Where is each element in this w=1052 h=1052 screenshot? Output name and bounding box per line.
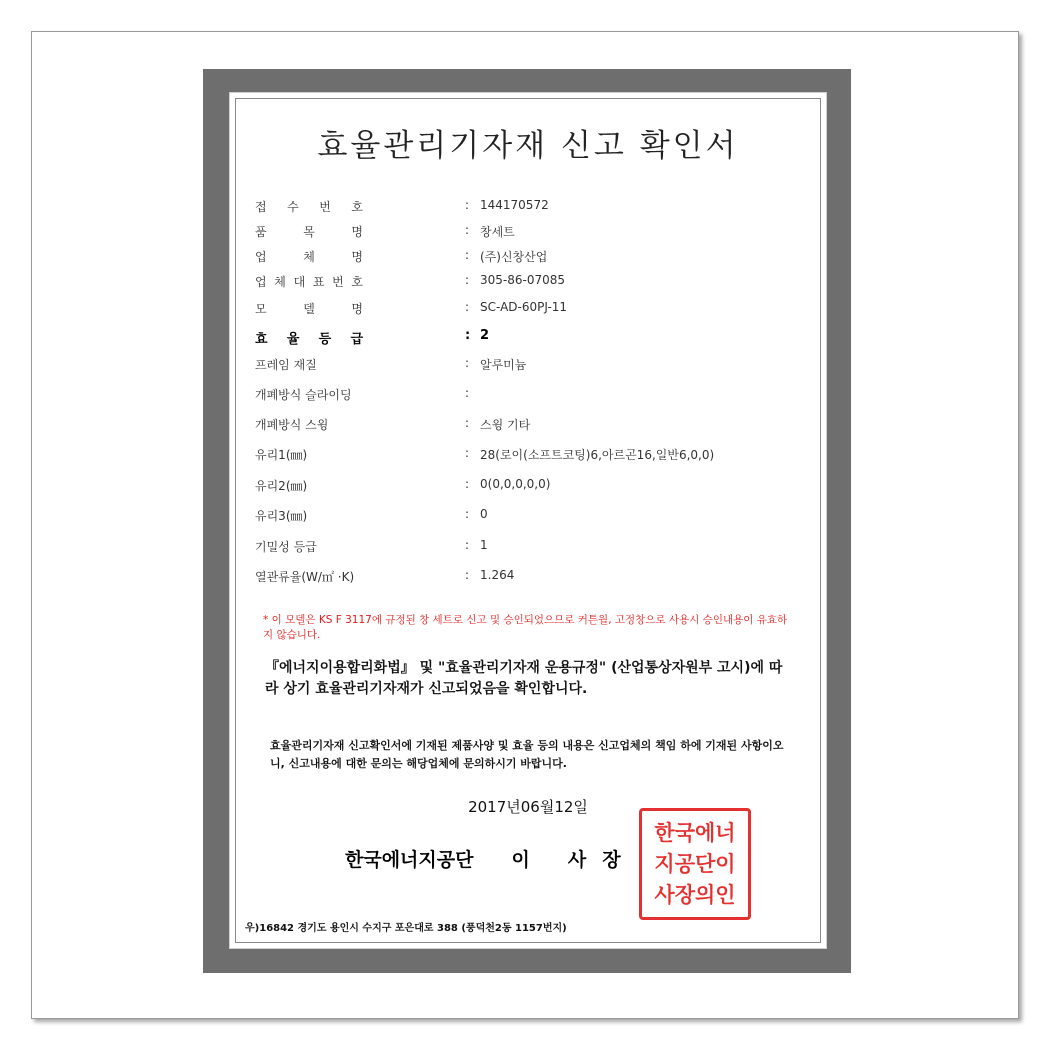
field-colon: : [465,223,470,237]
field-colon: : [465,477,470,491]
field-row [255,507,815,527]
issuer-title-char-3: 장 [602,849,621,871]
field-value: 144170572 [480,198,549,212]
field-label: 기밀성 등급 [255,540,317,554]
field-label: 유리1(㎜) [255,448,308,462]
issuer-title-char-2: 사 [567,849,587,871]
field-label: 효 율 등 급 [255,332,363,347]
field-label: 열관류율(W/㎡ ·K) [255,570,355,584]
field-colon: : [465,568,470,582]
field-colon: : [465,273,470,287]
field-colon: : [465,328,471,343]
field-row [255,223,815,243]
seal-line: 한국에너 [654,820,736,845]
issuer-line [345,845,621,872]
field-label: 모 델 명 [255,302,363,316]
address-footer: 우)16842 경기도 용인시 수지구 포은대로 388 (풍덕천2동 1157번지) [245,923,567,934]
field-colon: : [465,356,470,370]
field-label: 프레임 재질 [255,358,317,372]
field-colon: : [465,300,470,314]
field-colon: : [465,507,470,521]
seal-line: 사장의인 [654,882,736,907]
field-row [255,328,815,348]
field-colon: : [465,386,470,400]
field-value: 1.264 [480,568,515,582]
field-row [255,477,815,497]
field-value: 알루미늄 [480,358,527,372]
field-value: 0 [480,507,488,521]
official-seal [639,808,751,920]
seal-line: 지공단이 [654,851,736,876]
issuer-org: 한국에너지공단 [345,849,474,871]
disclaimer-text: 효율관리기자재 신고확인서에 기재된 제품사양 및 효율 등의 내용은 신고업체의 책임 하에 기재된 사항이오니, 신고내용에 대한 문의는 해당업체에 문의하시기 바랍니다. [270,739,784,770]
field-label: 유리3(㎜) [255,509,308,523]
field-label: 개폐방식 슬라이딩 [255,388,352,402]
field-value: 305-86-07085 [480,273,566,287]
field-colon: : [465,248,470,262]
field-row [255,446,815,466]
field-label: 품 목 명 [255,225,363,239]
field-label: 접 수 번 호 [255,200,363,214]
field-row [255,538,815,558]
certificate-paper [229,92,827,949]
issuer-title-char-1: 이 [511,849,530,871]
field-row [255,273,815,293]
field-label: 업 체 대 표 번 호 [255,275,363,289]
field-value: 28(로이(소프트코팅)6,아르곤16,일반6,0,0) [480,448,715,462]
field-value: SC-AD-60PJ-11 [480,300,568,314]
field-row [255,300,815,320]
confirmation-text: 『에너지이용합리화법』 및 "효율관리기자재 운용규정" (산업통상자원부 고시)에 따라 상기 효율관리기자재가 신고되었음을 확인합니다. [265,660,783,697]
field-row [255,248,815,268]
field-row [255,386,815,406]
field-value: 스윙 기타 [480,418,531,432]
field-value: 1 [480,538,488,552]
field-colon: : [465,446,470,460]
issue-date: 2017년06월12일 [468,798,588,816]
field-label: 유리2(㎜) [255,479,308,493]
document-title: 효율관리기자재 신고 확인서 [317,128,739,164]
field-row [255,416,815,436]
notice-text: * 이 모델은 KS F 3117에 규정된 창 세트로 신고 및 승인되었으므로 커튼월, 고정창으로 사용시 승인내용이 유효하지 않습니다. [263,614,788,641]
field-value: 0(0,0,0,0,0) [480,477,551,491]
field-colon: : [465,198,470,212]
field-label: 업 체 명 [255,250,363,264]
field-row [255,568,815,588]
field-colon: : [465,538,470,552]
field-value: (주)신창산업 [480,250,548,264]
field-value: 창세트 [480,225,515,239]
field-label: 개폐방식 스윙 [255,418,329,432]
field-row [255,356,815,376]
field-value: 2 [480,328,490,343]
field-colon: : [465,416,470,430]
field-row [255,198,815,218]
